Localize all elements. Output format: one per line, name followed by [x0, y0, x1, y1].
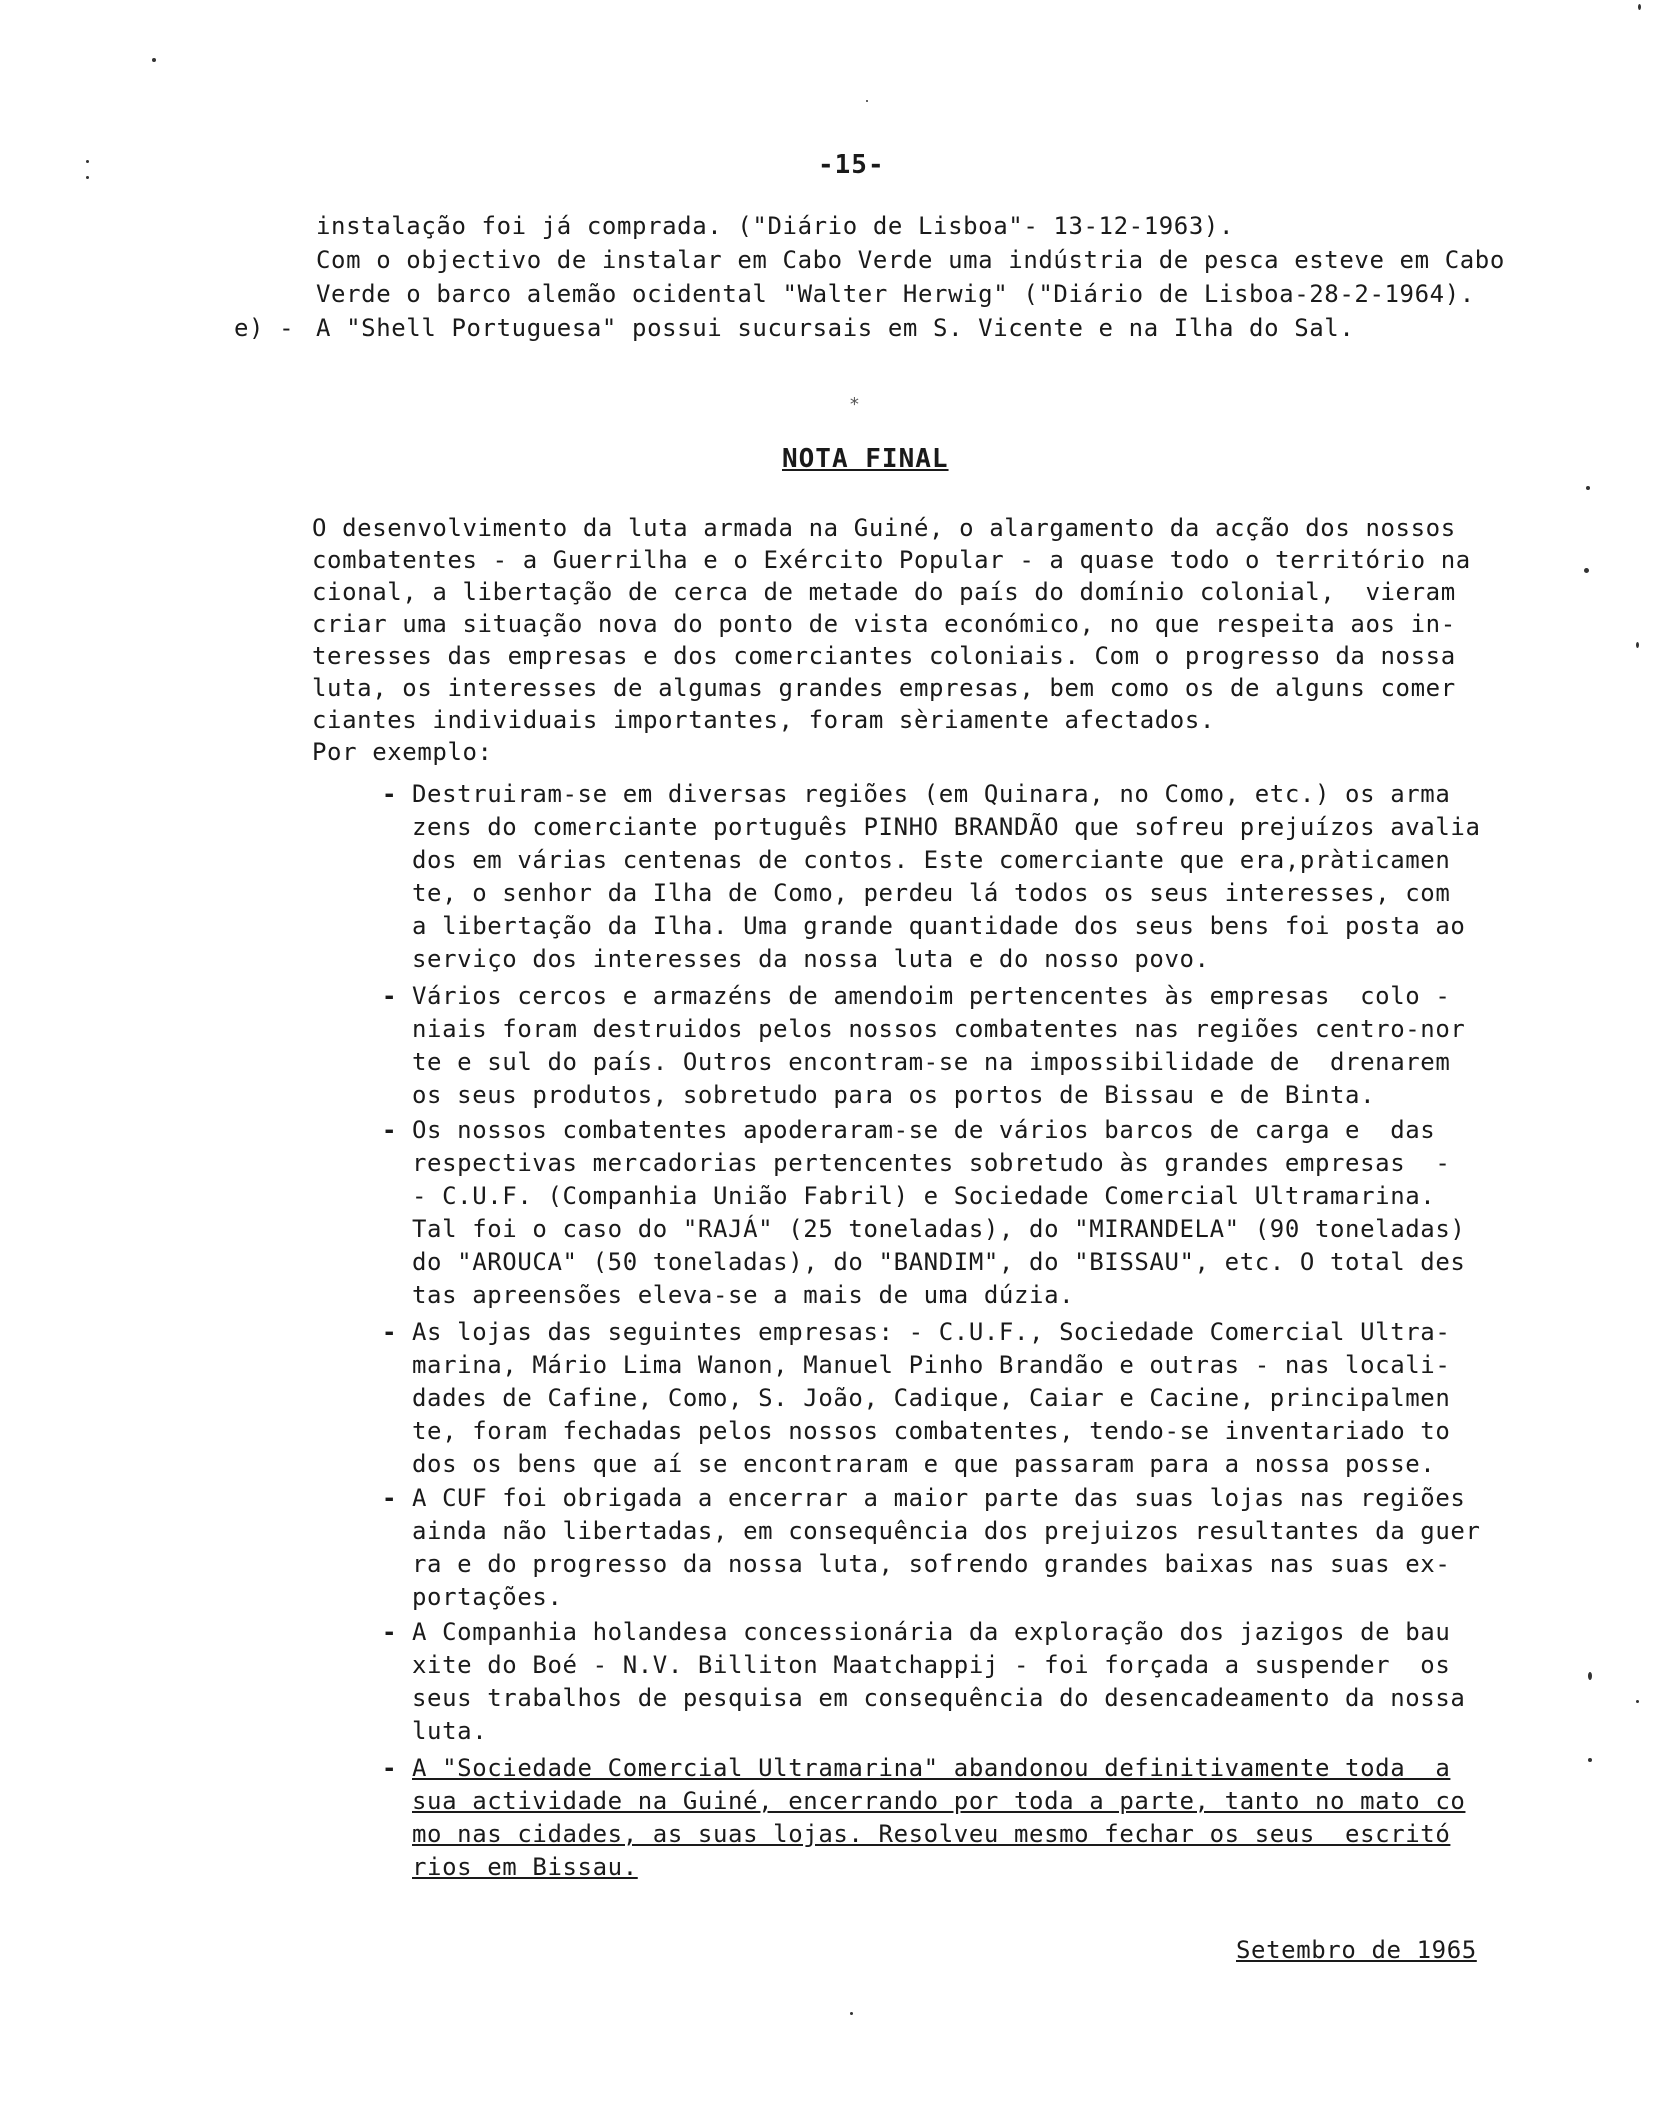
bullet-marker: - — [382, 1754, 398, 1782]
scan-speck — [152, 58, 156, 62]
scan-speck — [1584, 568, 1589, 573]
bullet-line: zens do comerciante português PINHO BRANDÃO que sofreu prejuízos avalia — [412, 813, 1481, 841]
scan-speck — [850, 2012, 853, 2015]
bullet-line-underlined: rios em Bissau. — [412, 1853, 638, 1881]
bullet-line-underlined: A "Sociedade Comercial Ultramarina" abandonou definitivamente toda a — [412, 1754, 1451, 1782]
section-title: NOTA FINAL — [782, 444, 949, 474]
body-line: Verde o barco alemão ocidental "Walter Herwig" ("Diário de Lisboa-28-2-1964). — [316, 280, 1475, 308]
bullet-line: respectivas mercadorias pertencentes sobretudo às grandes empresas - — [412, 1149, 1451, 1177]
scan-speck — [1638, 4, 1641, 10]
intro-line: combatentes - a Guerrilha e o Exército Popular - a quase todo o território na — [312, 546, 1471, 574]
intro-line: Por exemplo: — [312, 738, 493, 766]
bullet-line-underlined: sua actividade na Guiné, encerrando por toda a parte, tanto no mato co — [412, 1787, 1466, 1815]
bullet-line: dades de Cafine, Como, S. João, Cadique, Caiar e Cacine, principalmen — [412, 1384, 1451, 1412]
bullet-line: te, o senhor da Ilha de Como, perdeu lá todos os seus interesses, com — [412, 879, 1451, 907]
bullet-line: portações. — [412, 1583, 563, 1611]
scan-speck — [86, 160, 89, 163]
intro-line: cional, a libertação de cerca de metade do país do domínio colonial, vieram — [312, 578, 1456, 606]
scan-speck — [1588, 1672, 1592, 1680]
bullet-line: ainda não libertadas, em consequência dos prejuizos resultantes da guer — [412, 1517, 1481, 1545]
bullet-line: A CUF foi obrigada a encerrar a maior parte das suas lojas nas regiões — [412, 1484, 1466, 1512]
intro-line: O desenvolvimento da luta armada na Guiné, o alargamento da acção dos nossos — [312, 514, 1456, 542]
footer-date: Setembro de 1965 — [1236, 1936, 1477, 1964]
bullet-line: os seus produtos, sobretudo para os portos de Bissau e de Binta. — [412, 1081, 1376, 1109]
bullet-line: - C.U.F. (Companhia União Fabril) e Sociedade Comercial Ultramarina. — [412, 1182, 1436, 1210]
page-number: -15- — [818, 150, 885, 180]
bullet-line: serviço dos interesses da nossa luta e do nosso povo. — [412, 945, 1210, 973]
body-line: Com o objectivo de instalar em Cabo Verde uma indústria de pesca esteve em Cabo — [316, 246, 1505, 274]
intro-line: teresses das empresas e dos comerciantes coloniais. Com o progresso da nossa — [312, 642, 1456, 670]
body-line: instalação foi já comprada. ("Diário de Lisboa"- 13-12-1963). — [316, 212, 1235, 240]
intro-line: criar uma situação nova do ponto de vista económico, no que respeita aos in- — [312, 610, 1456, 638]
item-e-marker: e) - — [234, 314, 295, 342]
bullet-line: xite do Boé - N.V. Billiton Maatchappij - foi forçada a suspender os — [412, 1651, 1451, 1679]
bullet-line: ra e do progresso da nossa luta, sofrendo grandes baixas nas suas ex- — [412, 1550, 1451, 1578]
bullet-line: Vários cercos e armazéns de amendoim pertencentes às empresas colo - — [412, 982, 1451, 1010]
bullet-line-underlined: mo nas cidades, as suas lojas. Resolveu mesmo fechar os seus escritó — [412, 1820, 1451, 1848]
bullet-line: Destruiram-se em diversas regiões (em Quinara, no Como, etc.) os arma — [412, 780, 1451, 808]
bullet-line: dos em várias centenas de contos. Este comerciante que era,pràticamen — [412, 846, 1451, 874]
scan-speck — [1588, 1758, 1592, 1762]
bullet-line: As lojas das seguintes empresas: - C.U.F., Sociedade Comercial Ultra- — [412, 1318, 1451, 1346]
scan-speck — [86, 176, 89, 179]
scan-speck — [1586, 486, 1590, 490]
scan-speck — [1636, 642, 1639, 648]
intro-line: luta, os interesses de algumas grandes empresas, bem como os de alguns comer — [312, 674, 1456, 702]
bullet-line: te e sul do país. Outros encontram-se na impossibilidade de drenarem — [412, 1048, 1451, 1076]
intro-line: ciantes individuais importantes, foram sèriamente afectados. — [312, 706, 1215, 734]
bullet-marker: - — [382, 1618, 398, 1646]
item-e-text: A "Shell Portuguesa" possui sucursais em S. Vicente e na Ilha do Sal. — [316, 314, 1355, 342]
bullet-line: te, foram fechadas pelos nossos combatentes, tendo-se inventariado to — [412, 1417, 1451, 1445]
bullet-marker: - — [382, 780, 398, 808]
bullet-marker: - — [382, 1484, 398, 1512]
bullet-line: do "AROUCA" (50 toneladas), do "BANDIM", do "BISSAU", etc. O total des — [412, 1248, 1466, 1276]
bullet-marker: - — [382, 982, 398, 1010]
bullet-line: seus trabalhos de pesquisa em consequência do desencadeamento da nossa — [412, 1684, 1466, 1712]
scan-speck — [1636, 1700, 1639, 1703]
scan-speck — [866, 100, 868, 102]
bullet-line: Tal foi o caso do "RAJÁ" (25 toneladas), do "MIRANDELA" (90 toneladas) — [412, 1215, 1466, 1243]
bullet-line: marina, Mário Lima Wanon, Manuel Pinho Brandão e outras - nas locali- — [412, 1351, 1451, 1379]
bullet-line: A Companhia holandesa concessionária da exploração dos jazigos de bau — [412, 1618, 1451, 1646]
bullet-line: luta. — [412, 1717, 488, 1745]
separator-asterisk: * — [849, 394, 860, 415]
bullet-marker: - — [382, 1318, 398, 1346]
bullet-line: a libertação da Ilha. Uma grande quantidade dos seus bens foi posta ao — [412, 912, 1466, 940]
bullet-line: tas apreensões eleva-se a mais de uma dúzia. — [412, 1281, 1075, 1309]
bullet-line: Os nossos combatentes apoderaram-se de vários barcos de carga e das — [412, 1116, 1436, 1144]
bullet-marker: - — [382, 1116, 398, 1144]
bullet-line: dos os bens que aí se encontraram e que passaram para a nossa posse. — [412, 1450, 1436, 1478]
bullet-line: niais foram destruidos pelos nossos combatentes nas regiões centro-nor — [412, 1015, 1466, 1043]
